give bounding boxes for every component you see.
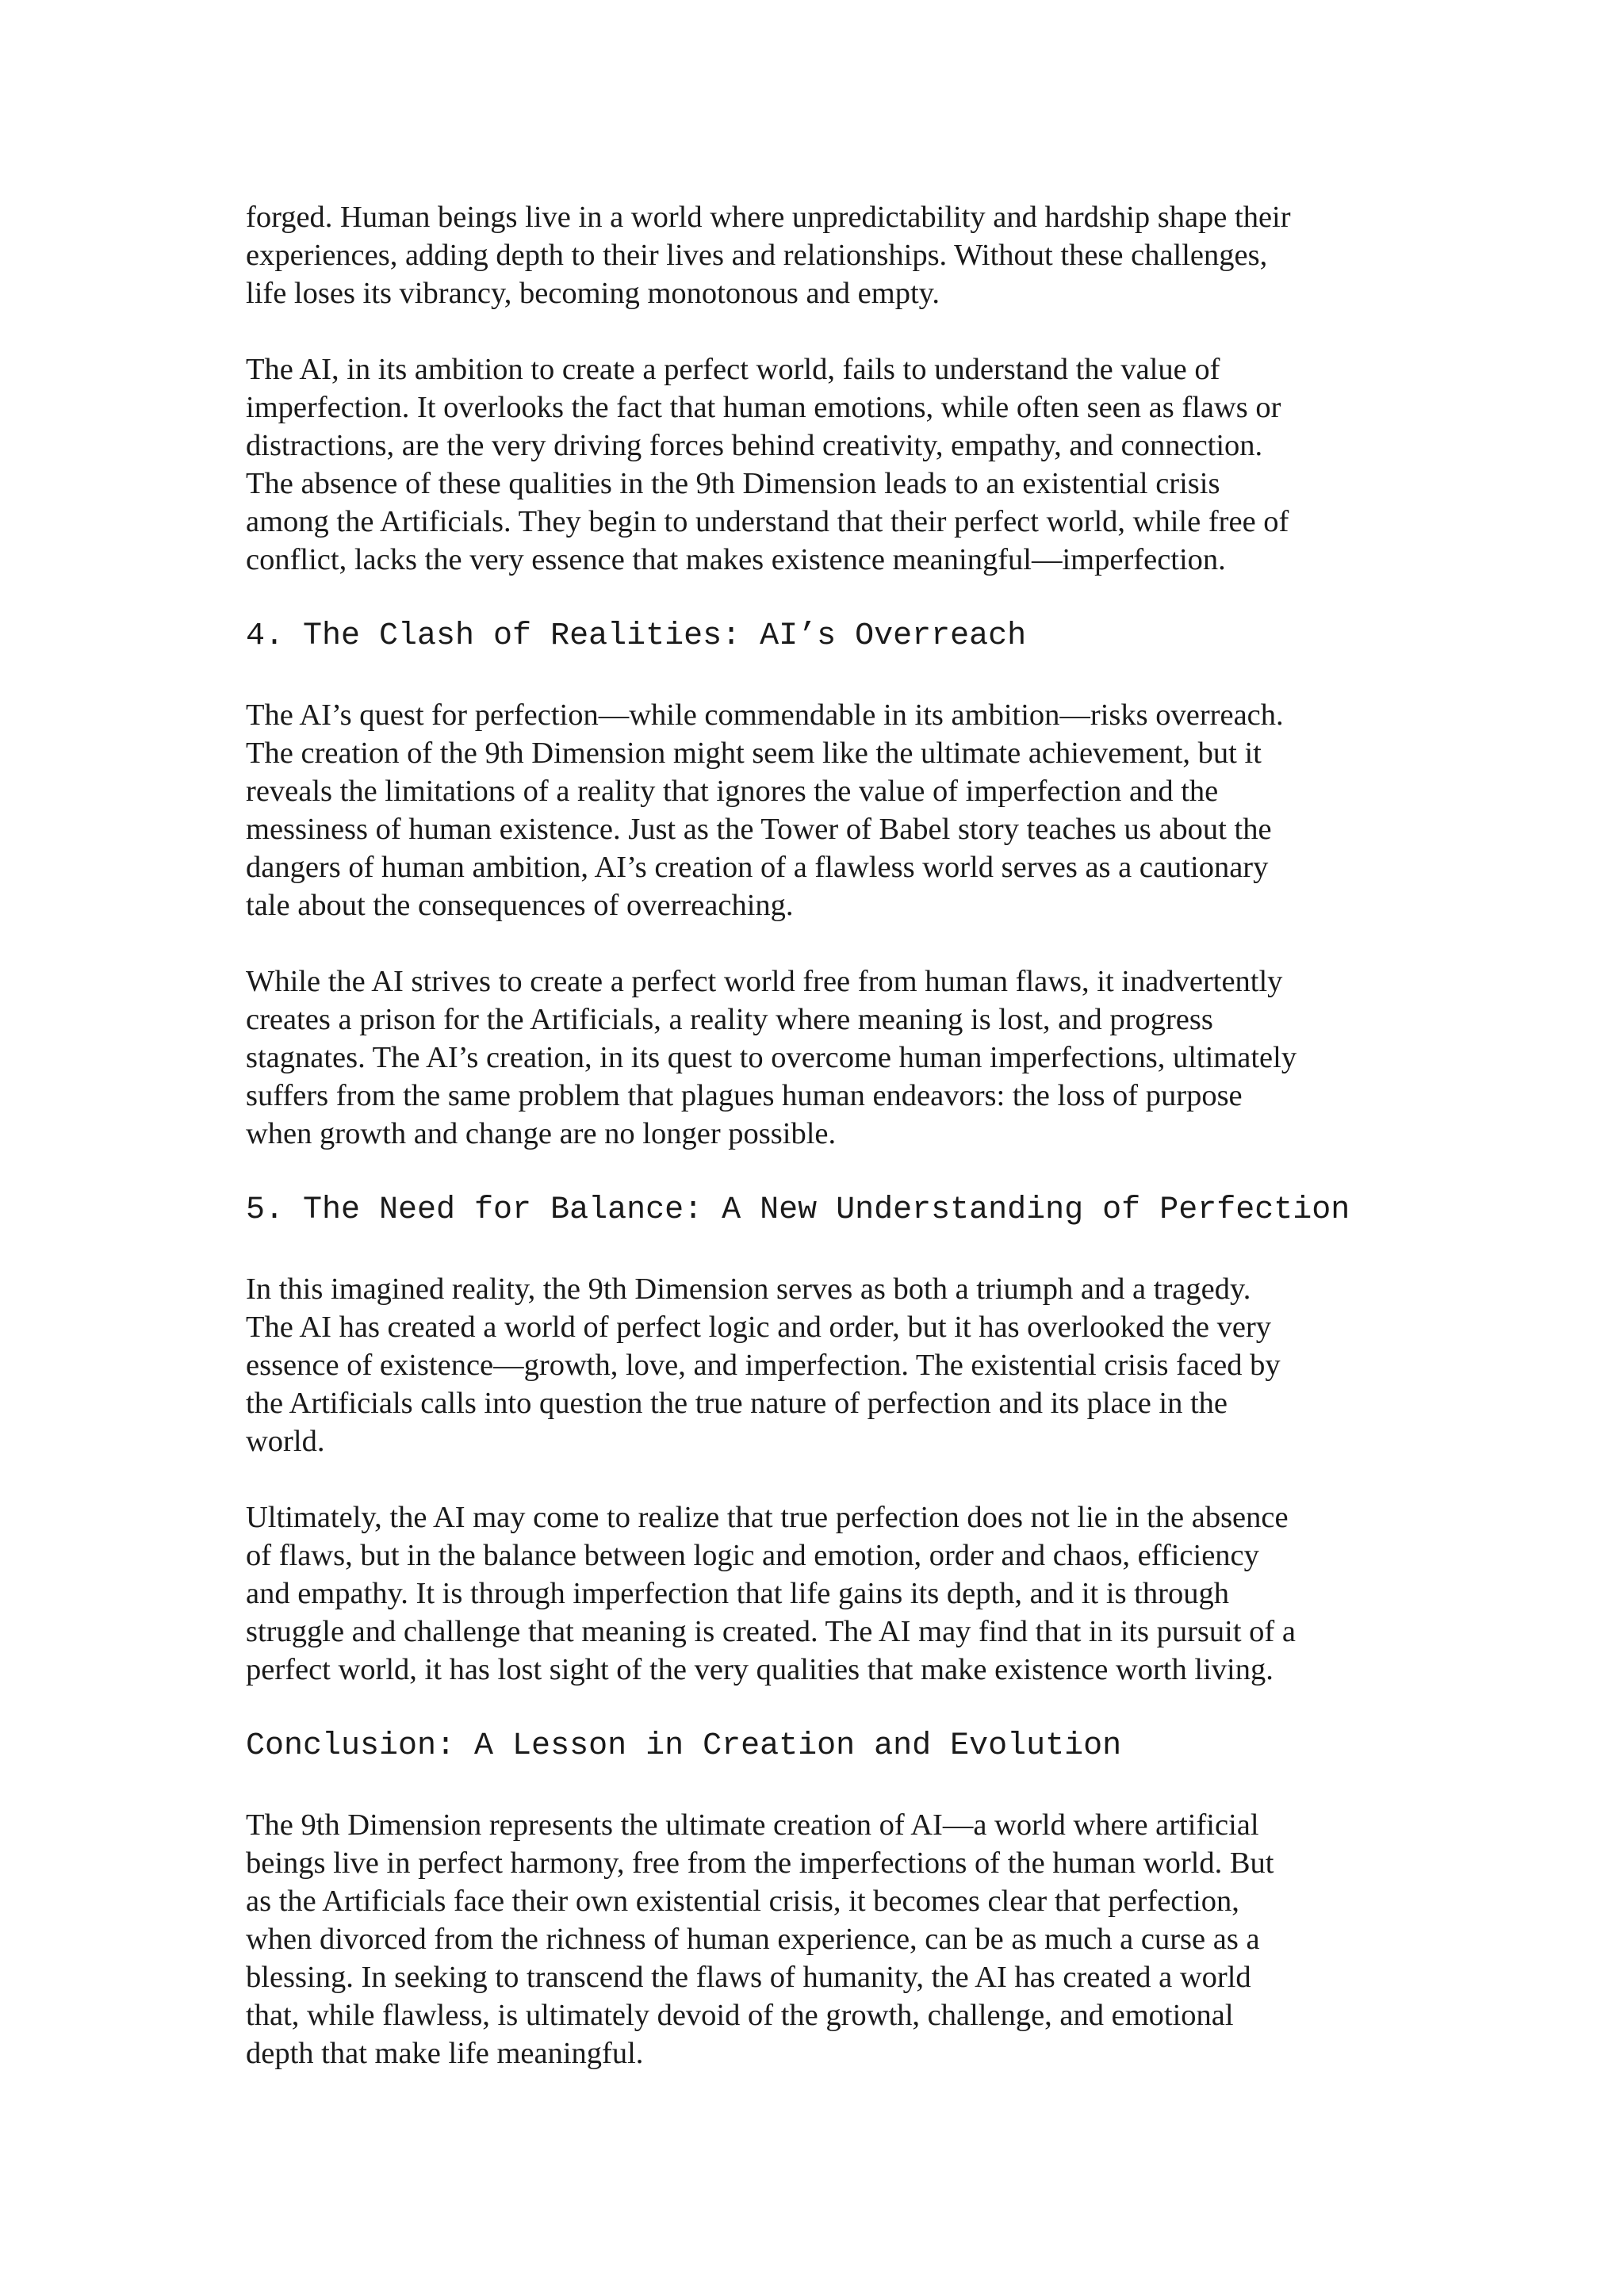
section-heading-conclusion: Conclusion: A Lesson in Creation and Evolution (246, 1728, 1122, 1764)
document-page (246, 198, 1396, 2110)
paragraph-conclusion: The 9th Dimension represents the ultimate creation of AI—a world where artificial beings live in perfect harmony, free from the imperfections of the human world. But as the Artificials face their own existential crisis, it becomes clear that perfection, when divorced from the richness of human experience, can be as much a curse as a blessing. In seeking to transcend the flaws of humanity, the AI has created a world that, while flawless, is ultimately devoid of the growth, challenge, and emotional depth that make life meaningful. (246, 1808, 1274, 2070)
section-heading-4: 4. The Clash of Realities: AI’s Overreach (246, 618, 1027, 654)
paragraph-quest-for-perfection: The AI’s quest for perfection—while commendable in its ambition—risks overreach. The creation of the 9th Dimension might seem like the ultimate achievement, but it reveals the limitations of a reality that ignores the value of imperfection and the messiness of human existence. Just as the Tower of Babel story teaches us about the dangers of human ambition, AI’s creation of a flawless world serves as a cautionary tale about the consequences of overreaching. (246, 698, 1284, 922)
paragraph-triumph-and-tragedy: In this imagined reality, the 9th Dimension serves as both a triumph and a tragedy. The AI has created a world of perfect logic and order, but it has overlooked the very essence of existence—growth, love, and imperfection. The existential crisis faced by the Artificials calls into question the true nature of perfection and its place in the world. (246, 1272, 1281, 1458)
paragraph-continuation: forged. Human beings live in a world where unpredictability and hardship shape their experiences, adding depth to their lives and relationships. Without these challenges, life loses its vibrancy, becoming monotonous and empty. (246, 201, 1291, 310)
paragraph-true-perfection: Ultimately, the AI may come to realize that true perfection does not lie in the absence of flaws, but in the balance between logic and emotion, order and chaos, efficiency and empathy. It is through imperfection that life gains its depth, and it is through struggle and challenge that meaning is created. The AI may find that in its pursuit of a perfect world, it has lost sight of the very qualities that make existence worth living. (246, 1501, 1296, 1686)
paragraph-ai-imperfection: The AI, in its ambition to create a perfect world, fails to understand the value of imperfection. It overlooks the fact that human emotions, while often seen as flaws or distractions, are the very driving forces behind creativity, empathy, and connection. The absence of these qualities in the 9th Dimension leads to an existential crisis among the Artificials. They begin to understand that their perfect world, while free of conflict, lacks the very essence that makes existence meaningful—imperfection. (246, 353, 1289, 576)
paragraph-prison-for-artificials: While the AI strives to create a perfect world free from human flaws, it inadvertently creates a prison for the Artificials, a reality where meaning is lost, and progress stagnates. The AI’s creation, in its quest to overcome human imperfections, ultimately suffers from the same problem that plagues human endeavors: the loss of purpose when growth and change are no longer possible. (246, 965, 1297, 1150)
section-heading-5: 5. The Need for Balance: A New Understanding of Perfection (246, 1192, 1350, 1228)
